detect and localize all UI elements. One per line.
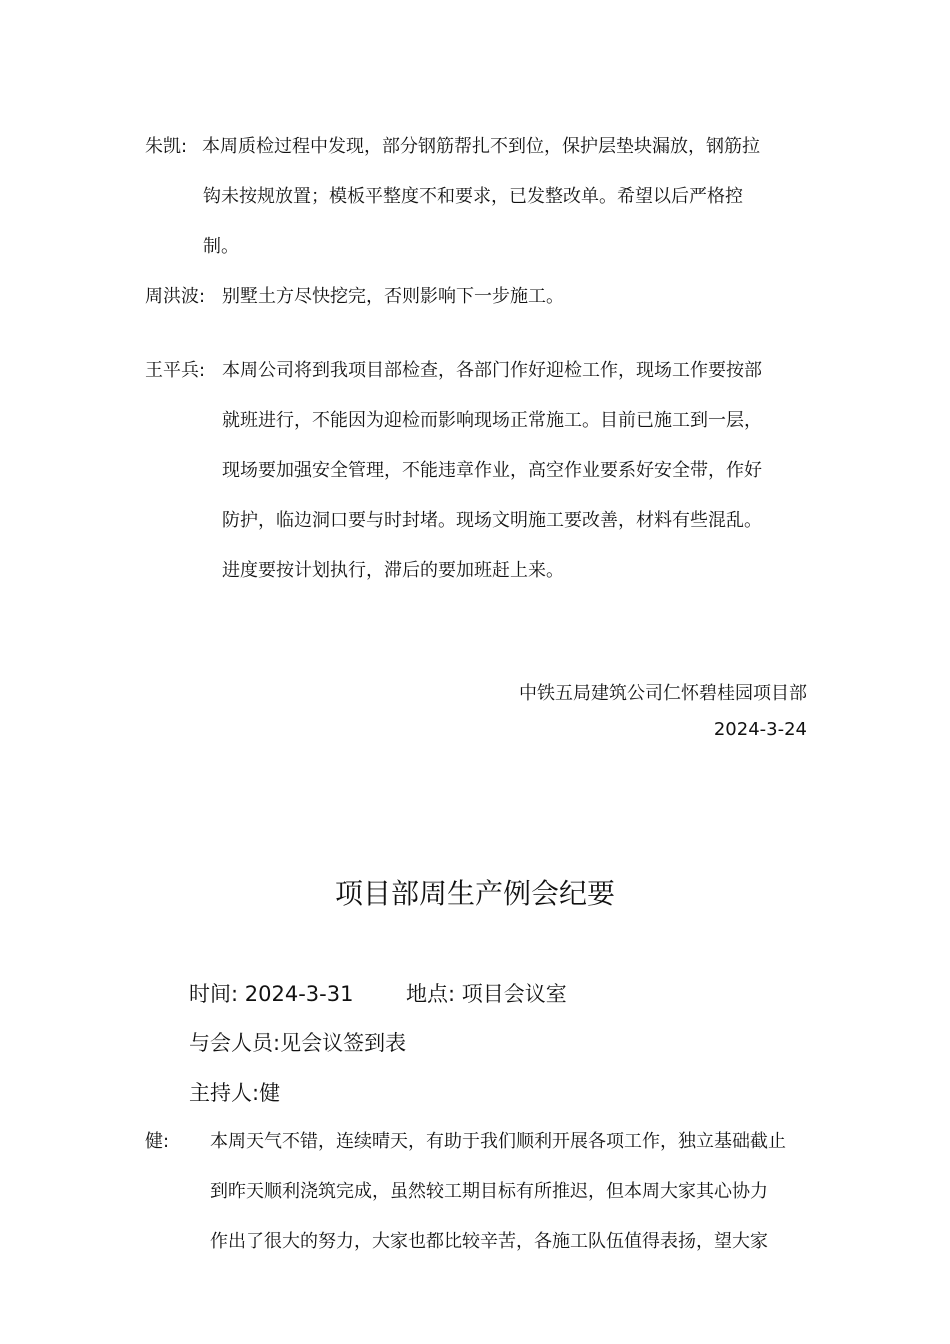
meeting-location: 地点: 项目会议室: [406, 982, 567, 1006]
remark-zhu-kai: [145, 122, 807, 272]
remark-text: 本周天气不错，连续晴天，有助于我们顺利开展各项工作，独立基础截止 到昨天顺利浇筑完成，虽然较工期目标有所推迟，但本周大家其心协力 作出了很大的努力，大家也都比较辛苦，各施工队伍值得表扬，望大家: [210, 1131, 786, 1252]
meeting-host: 主持人:健: [189, 1081, 281, 1105]
speaker-label: 健:: [145, 1131, 170, 1152]
minutes-title: 项目部周生产例会纪要: [334, 877, 615, 910]
meeting-time: 时间: 2024-3-31: [189, 982, 354, 1006]
remark-wang-pingbing: [145, 346, 807, 596]
meeting-attendees: 与会人员:见会议签到表: [189, 1031, 407, 1055]
remark-zhou-hongbo: [145, 272, 807, 322]
remark-text: 本周公司将到我项目部检查，各部门作好迎检工作，现场工作要按部 就班进行，不能因为迎检而影响现场正常施工。目前已施工到一层， 现场要加强安全管理，不能违章作业，高空作业要系好安全带，作好 防护，临边洞口要与时封堵。现场文明施工要改善，材料有些混乱。 进度要按计划执行，滞后的要加班赶上来。: [222, 360, 762, 581]
speaker-label: 周洪波:: [145, 286, 206, 307]
speaker-label: 朱凯:: [145, 136, 188, 157]
signature-organization: 中铁五局建筑公司仁怀碧桂园项目部: [519, 683, 807, 704]
remark-text: 本周质检过程中发现，部分钢筋帮扎不到位，保护层垫块漏放，钢筋拉 钩未按规放置；模板平整度不和要求，已发整改单。希望以后严格控 制。: [202, 136, 760, 257]
remark-host-opening: [145, 1117, 807, 1267]
signature-date: 2024-3-24: [713, 719, 807, 740]
speaker-label: 王平兵:: [145, 360, 206, 381]
remark-text: 别墅土方尽快挖完，否则影响下一步施工。: [222, 286, 564, 307]
